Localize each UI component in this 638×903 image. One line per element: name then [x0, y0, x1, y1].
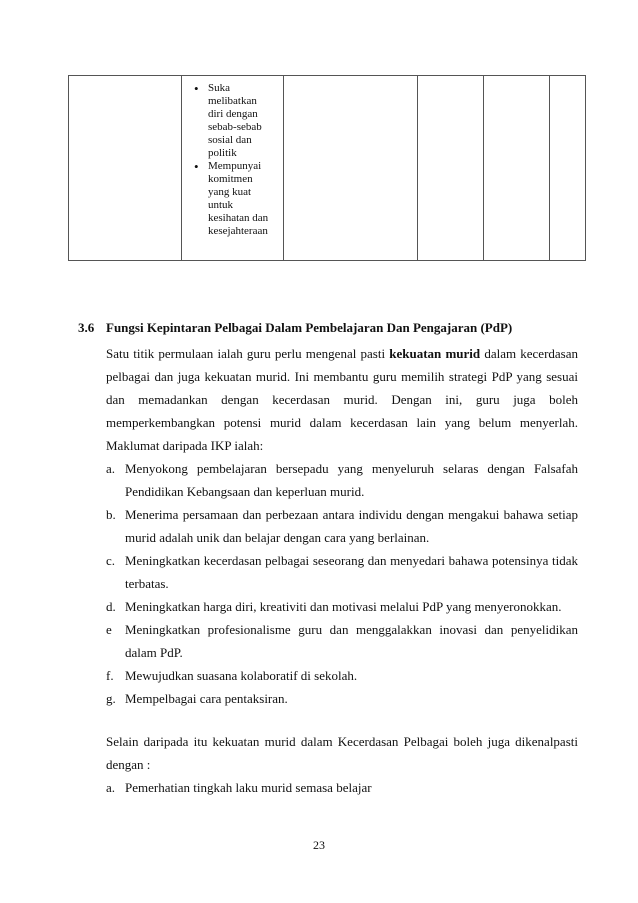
- section-number: 3.6: [78, 320, 95, 335]
- intro-paragraph: Satu titik permulaan ialah guru perlu mengenal pasti kekuatan murid dalam kecerdasan pelbagai dan juga kekuatan murid. Ini membantu guru memilih strategi PdP yang sesuai dan memadankan dengan kecerdasan murid. Dengan ini, guru juga boleh memperkembangkan potensi murid dalam kecerdasan lain yang belum menyerlah. Maklumat daripada IKP ialah:: [106, 346, 579, 453]
- section-heading: [78, 318, 578, 338]
- table-column-divider: [181, 76, 182, 260]
- section-3-6: [78, 318, 578, 799]
- list-item: b. Menerima persamaan dan perbezaan antara individu dengan mengakui bahawa setiap murid adalah unik dan belajar dengan cara yang berlainan.: [106, 507, 578, 545]
- list-item: a. Pemerhatian tingkah laku murid semasa belajar: [106, 780, 372, 795]
- identification-list: [106, 776, 578, 799]
- table-fragment: [68, 75, 586, 261]
- table-bullet-item: • Mempunyai komitmen yang kuat untuk kesihatan dan kesejahteraan: [192, 160, 284, 238]
- bold-phrase: kekuatan murid: [389, 346, 481, 361]
- table-cell-bullet-list: [192, 82, 284, 238]
- list-item: e Meningkatkan profesionalisme guru dan menggalakkan inovasi dan penyelidikan dalam PdP.: [106, 622, 578, 660]
- list-item: g. Mempelbagai cara pentaksiran.: [106, 691, 288, 706]
- list-item: d. Meningkatkan harga diri, kreativiti dan motivasi melalui PdP yang menyeronokkan.: [106, 599, 562, 614]
- table-bullet-item: • Suka melibatkan diri dengan sebab-sebab sosial dan politik: [192, 82, 284, 160]
- table-column-divider: [483, 76, 484, 260]
- list-item: c. Meningkatkan kecerdasan pelbagai seseorang dan menyedari bahawa potensinya tidak terbatas.: [106, 553, 578, 591]
- outro-paragraph: Selain daripada itu kekuatan murid dalam Kecerdasan Pelbagai boleh juga dikenalpasti dengan :: [106, 734, 578, 772]
- list-item: f. Mewujudkan suasana kolaboratif di sekolah.: [106, 668, 358, 683]
- list-item: a. Menyokong pembelajaran bersepadu yang menyeluruh selaras dengan Falsafah Pendidikan Kebangsaan dan keperluan murid.: [106, 461, 578, 499]
- section-title: Fungsi Kepintaran Pelbagai Dalam Pembelajaran Dan Pengajaran (PdP): [106, 320, 513, 335]
- table-column-divider: [417, 76, 418, 260]
- page-number: 23: [313, 838, 325, 852]
- function-list: [106, 457, 578, 710]
- table-column-divider: [549, 76, 550, 260]
